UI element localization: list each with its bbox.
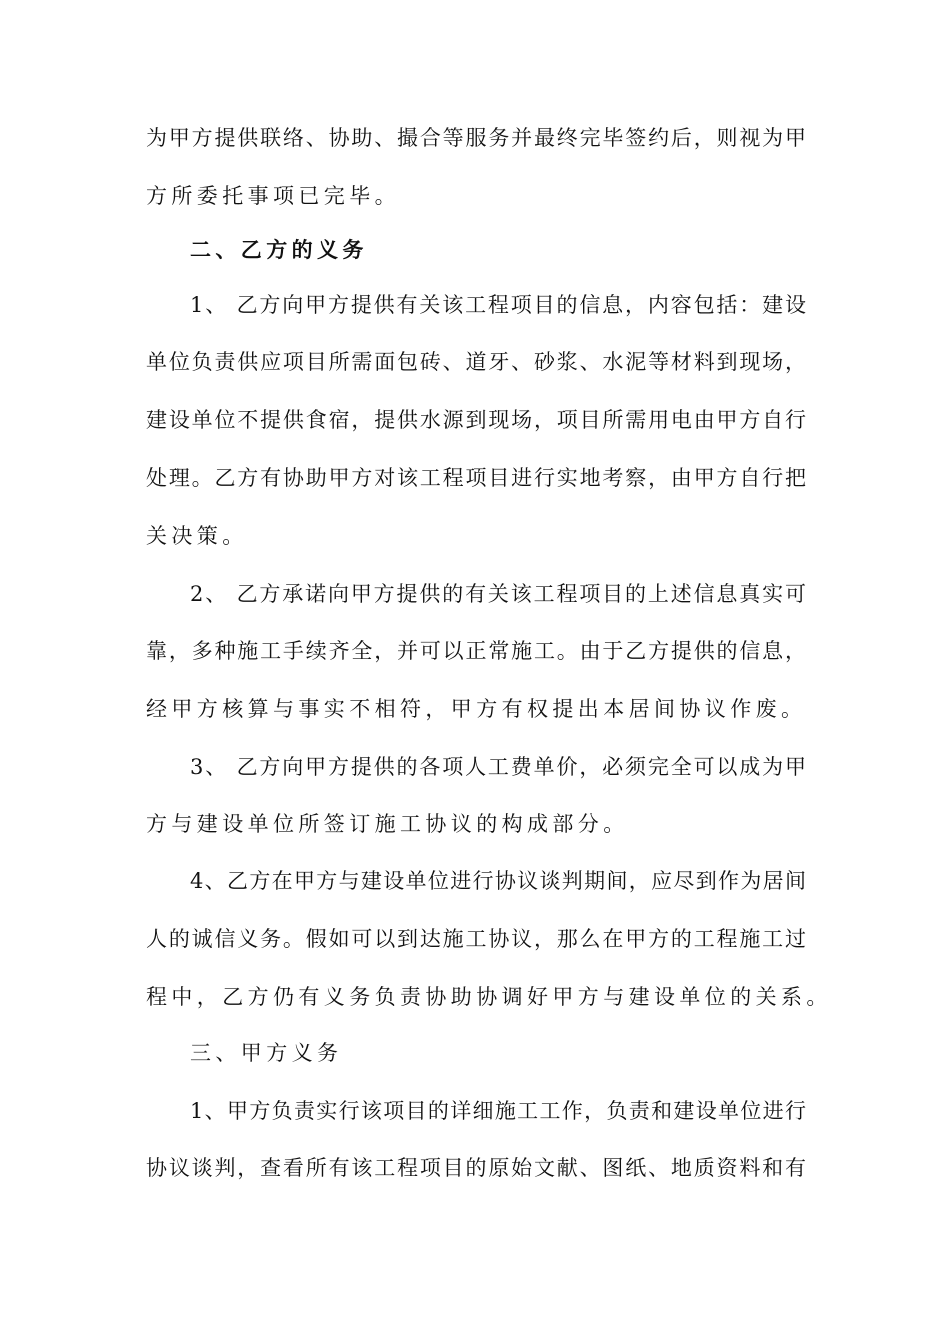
paragraph-line: 2、 乙方承诺向甲方提供的有关该工程项目的上述信息真实可 xyxy=(190,582,806,606)
paragraph-line: 3、 乙方向甲方提供的各项人工费单价，必须完全可以成为甲 xyxy=(190,755,806,779)
paragraph-line: 人的诚信义务。假如可以到达施工协议，那么在甲方的工程施工过 xyxy=(146,927,806,951)
paragraph-line: 1、甲方负责实行该项目的详细施工工作，负责和建设单位进行 xyxy=(190,1099,806,1123)
paragraph-line: 建设单位不提供食宿，提供水源到现场，项目所需用电由甲方自行 xyxy=(146,408,806,432)
paragraph-line: 方与建设单位所签订施工协议的构成部分。 xyxy=(146,812,629,836)
paragraph-line: 4、乙方在甲方与建设单位进行协议谈判期间，应尽到作为居间 xyxy=(190,869,806,893)
paragraph-line: 处理。乙方有协助甲方对该工程项目进行实地考察，由甲方自行把 xyxy=(146,466,806,490)
paragraph-line: 经甲方核算与事实不相符，甲方有权提出本居间协议作废。 xyxy=(146,697,807,721)
paragraph-line: 靠，多种施工手续齐全，并可以正常施工。由于乙方提供的信息， xyxy=(146,639,806,663)
paragraph-line: 关决策。 xyxy=(146,524,248,548)
paragraph-line: 方所委托事项已完毕。 xyxy=(146,184,400,208)
paragraph-line: 1、 乙方向甲方提供有关该工程项目的信息，内容包括：建设 xyxy=(190,293,806,317)
paragraph-line: 单位负责供应项目所需面包砖、道牙、砂浆、水泥等材料到现场， xyxy=(146,350,806,374)
paragraph-line: 为甲方提供联络、协助、撮合等服务并最终完毕签约后，则视为甲 xyxy=(146,126,806,150)
section-heading: 二、乙方的义务 xyxy=(190,237,368,262)
paragraph-line: 程中，乙方仍有义务负责协助协调好甲方与建设单位的关系。 xyxy=(146,985,832,1009)
paragraph-line: 协议谈判，查看所有该工程项目的原始文献、图纸、地质资料和有 xyxy=(146,1156,806,1180)
section-heading: 三、甲方义务 xyxy=(190,1041,343,1065)
